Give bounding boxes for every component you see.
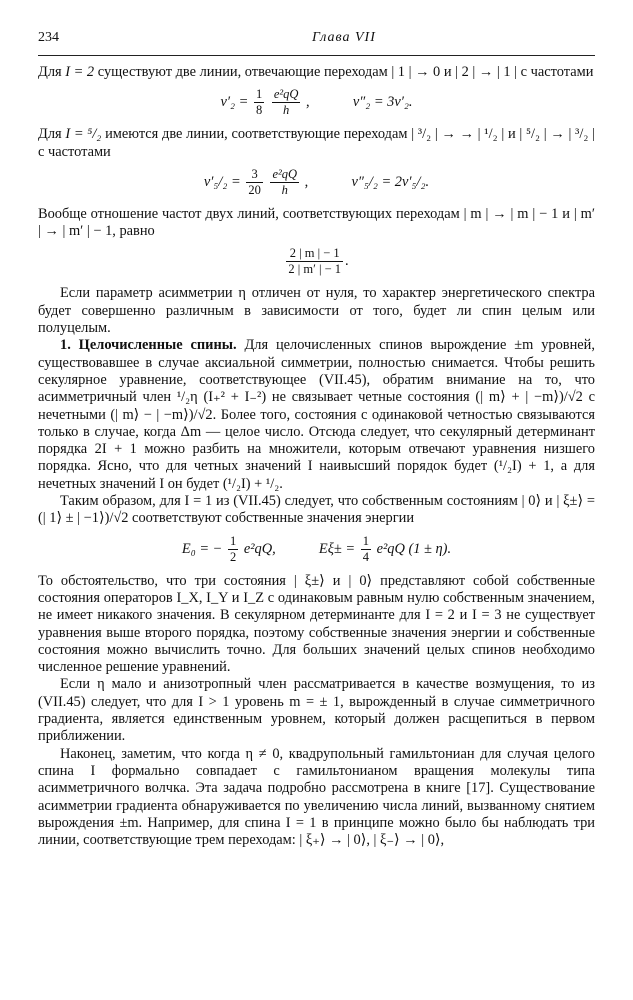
page-header	[38, 30, 595, 50]
paragraph-perturbation: Если η мало и анизотропный член рассматривается в качестве возмущения, то из (VII.45) следует, что для I > 1 уровень m = ± 1, вырожденный в случае симметричного градиента, является единственным уровнем, который должен расщепиться в первом приближении.	[38, 676, 595, 745]
equation-nu2: ν′₂ = $\frac{1}{8}$ $\frac{\text{e²qQ}}{h}$ , ν″₂ = 3ν′₂.	[220, 87, 413, 118]
page-body	[38, 64, 595, 849]
paragraph-asymmetric-top: Наконец, заметим, что когда η ≠ 0, квадрупольный гамильтониан для случая целого спина I формально совпадает с гамильтонианом вращения молекулы типа асимметричного волчка. Эта задача подробно рассмотрена в книге [17]. Существование асимметрии градиента обнаруживается по увеличению числа линий, вызванному снятием вырождения ±m. Например, для спина I = 1 в принципе можно было бы наблюдать три линии, соответствующие трем переходам: | ξ₊⟩ → | 0⟩, | ξ₋⟩ → | 0⟩,	[38, 745, 595, 849]
fraction: $\frac{1}{8}$	[255, 87, 263, 118]
paragraph-i1-states: Таким образом, для I = 1 из (VII.45) следует, что собственным состояниям | 0⟩ и | ξ±⟩ = (| 1⟩ ± | −1⟩)/√2 соответствуют собственные значения энергии	[38, 493, 595, 527]
equation-nu52: ν′₅/₂ = $\frac{3}{20}$ $\frac{\text{e²qQ}}{h}$ , ν″₅/₂ = 2ν′₅/₂.	[203, 166, 430, 197]
paragraph-ratio: Вообще отношение частот двух линий, соответствующих переходам | m | → | m | − 1 и | m′ | → | m′ | − 1, равно	[38, 205, 595, 240]
fraction: $\frac{3}{20}$	[248, 166, 261, 197]
header-rule	[38, 55, 595, 56]
page-number: 234	[38, 30, 59, 45]
fraction: $\frac{1}{2}$	[229, 533, 237, 564]
equation-ratio: $\frac{2 | m | - 1}{2 | m' | - 1}$ .	[288, 246, 349, 277]
paragraph-integer-spins: 1. Целочисленные спины. Для целочисленных спинов вырождение ±m уровней, существовавшее в случае аксиальной симметрии, полностью снимается. Чтобы решить секулярное уравнение, соответствующее (VII.45), обратим внимание на то, что асимметричный член ¹/₂η (I₊² + I₋²) не связывает четные состояния (| m⟩ + | −m⟩)/√2 с нечетными (| m⟩ − | −m⟩)/√2. Более того, состояния с одинаковой четностью связываются только в случае, когда Δm — целое число. Отсюда следует, что секулярный детерминант порядка 2I + 1 можно разбить на множители, которым отвечают уравнения низшего порядка. Ясно, что для четных значений I наивысший порядок будет (¹/₂I) + 1, а для нечетных значений I он будет (¹/₂I) + ¹/₂.	[38, 337, 595, 492]
paragraph-i52-lines: Для I = ⁵/₂ имеются две линии, соответствующие переходам | ³/₂ | → → | ¹/₂ | и | ⁵/₂ | → | ³/₂ | с частотами	[38, 126, 595, 160]
fraction: $\frac{2 | m | - 1}{2 | m' | - 1}$	[288, 246, 342, 277]
paragraph-asymmetry: Если параметр асимметрии η отличен от нуля, то характер энергетического спектра будет совершенно различным в зависимости от того, будет ли спин целым или полуцелым.	[38, 285, 595, 337]
equation-energies: E₀ = − $\frac{1}{2}$ e²qQ, Eξ± = $\frac{1}{4}$ e²qQ (1 ± η).	[181, 533, 452, 564]
section-heading: 1. Целочисленные спины.	[60, 337, 237, 354]
fraction: $\frac{1}{4}$	[362, 533, 369, 564]
fraction: $\frac{\text{e²qQ}}{h}$	[273, 87, 299, 118]
paragraph-eigenstates: То обстоятельство, что три состояния | ξ±⟩ и | 0⟩ представляют собой собственные состояния операторов I_X, I_Y и I_Z с одинаковым равным нулю собственным значением, не имеет никакого значения. В секулярном детерминанте для I = 2 и I = 3 не существует уравнения выше второго порядка, поэтому собственные значения энергии и собственные состояния можно вычислить точно. Для больших значений целых спинов необходимо численное решение уравнений.	[38, 572, 595, 676]
running-title: Глава VII	[312, 30, 376, 45]
fraction: $\frac{\text{e²qQ}}{h}$	[272, 166, 298, 197]
paragraph-i2-lines: Для I = 2 существуют две линии, отвечающие переходам | 1 | → 0 и | 2 | → | 1 | с частотами	[38, 64, 594, 80]
